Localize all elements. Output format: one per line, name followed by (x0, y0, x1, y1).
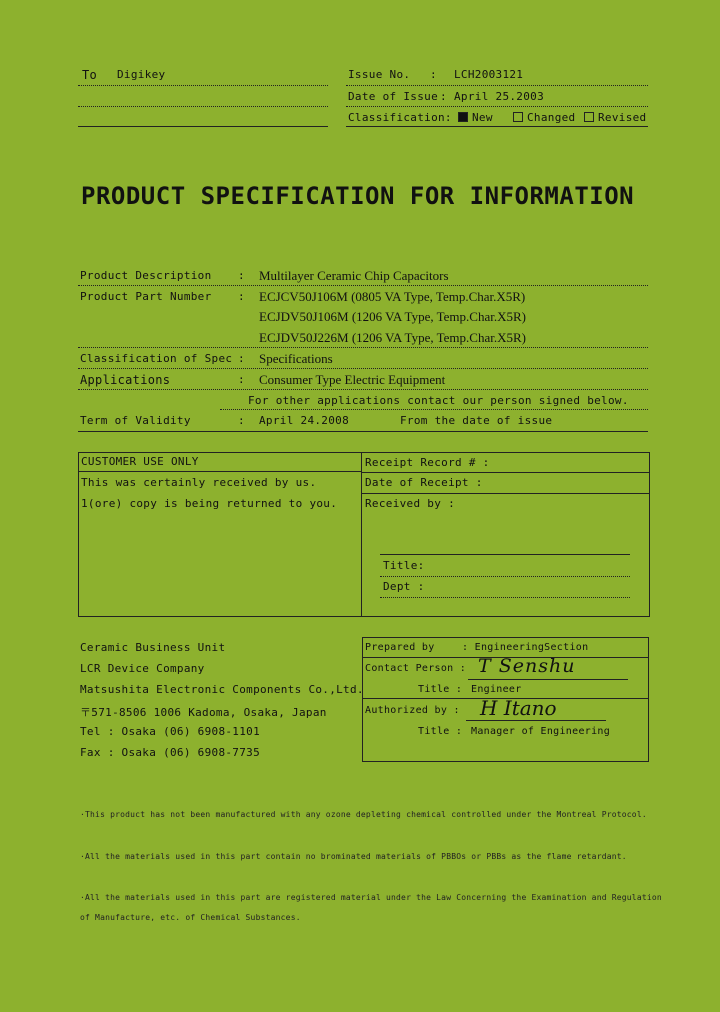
date-colon: : (440, 90, 447, 103)
classification-label: Classification: (348, 111, 452, 124)
customer-line-2: 1(ore) copy is being returned to you. (81, 497, 338, 510)
classification-spec-value: Specifications (259, 351, 333, 366)
colon: : (238, 352, 245, 365)
classification-spec-label: Classification of Spec (80, 352, 233, 365)
company-line: Tel : Osaka (06) 6908-1101 (80, 725, 260, 738)
colon: : (238, 373, 245, 386)
issue-no-label: Issue No. (348, 68, 411, 81)
note-bromine: ·All the materials used in this part contain no brominated materials of PBBOs or PBBs as the flame retardant. (80, 852, 627, 861)
product-description-label: Product Description (80, 269, 212, 282)
note-ozone: ·This product has not been manufactured with any ozone depleting chemical controlled under the Montreal Protocol. (80, 810, 647, 819)
title-2-label: Title : (418, 726, 463, 737)
applications-note: For other applications contact our person signed below. (248, 394, 629, 407)
validity-value: April 24.2008 (259, 414, 349, 427)
option-changed-label: Changed (527, 111, 576, 124)
applications-value: Consumer Type Electric Equipment (259, 372, 446, 387)
issue-no-value: LCH2003121 (454, 68, 524, 81)
page-title: PRODUCT SPECIFICATION FOR INFORMATION (81, 182, 635, 210)
part-number-3: ECJDV50J226M (1206 VA Type, Temp.Char.X5R) (259, 330, 526, 345)
part-number-2: ECJDV50J106M (1206 VA Type, Temp.Char.X5R) (259, 309, 526, 324)
date-value: April 25.2003 (454, 90, 544, 103)
company-line: LCR Device Company (80, 662, 205, 675)
part-number-1: ECJCV50J106M (0805 VA Type, Temp.Char.X5R) (259, 289, 526, 304)
checkbox-empty-icon (584, 112, 594, 122)
colon: : (238, 414, 245, 427)
colon: : (238, 269, 245, 282)
company-line: Matsushita Electronic Components Co.,Ltd. (80, 683, 364, 696)
validity-label: Term of Validity (80, 414, 191, 427)
applications-label: Applications (80, 373, 171, 387)
validity-suffix: From the date of issue (400, 414, 553, 427)
option-revised-label: Revised (598, 111, 647, 124)
company-line: Ceramic Business Unit (80, 641, 226, 654)
receipt-title-label: Title: (383, 559, 425, 572)
to-label: To (82, 68, 98, 82)
note-registered-cont: of Manufacture, etc. of Chemical Substances. (80, 913, 301, 922)
prepared-by-label: Prepared by (365, 642, 435, 653)
checkbox-empty-icon (513, 112, 523, 122)
option-new-label: New (472, 111, 493, 124)
title-1-label: Title : (418, 684, 463, 695)
contact-person-label: Contact Person : (365, 663, 467, 674)
prepared-by-value: : EngineeringSection (462, 642, 589, 653)
product-description-value: Multilayer Ceramic Chip Capacitors (259, 268, 449, 283)
date-of-receipt-label: Date of Receipt : (365, 476, 483, 489)
company-line: Fax : Osaka (06) 6908-7735 (80, 746, 260, 759)
note-registered: ·All the materials used in this part are registered material under the Law Concerning the Examination and Regulation (80, 893, 662, 902)
date-label: Date of Issue (348, 90, 438, 103)
issue-no-colon: : (430, 68, 437, 81)
colon: : (238, 290, 245, 303)
received-by-label: Received by : (365, 497, 455, 510)
customer-line-1: This was certainly received by us. (81, 476, 317, 489)
to-value: Digikey (117, 68, 166, 81)
receipt-dept-label: Dept : (383, 580, 425, 593)
option-new (458, 111, 493, 124)
contact-signature: T Senshu (478, 655, 576, 677)
authorized-by-label: Authorized by : (365, 705, 460, 716)
customer-use-header: CUSTOMER USE ONLY (81, 455, 199, 468)
option-changed (513, 111, 575, 124)
option-revised (584, 111, 646, 124)
checkbox-checked-icon (458, 112, 468, 122)
company-line: 〒571-8506 1006 Kadoma, Osaka, Japan (80, 706, 327, 719)
title-2-value: Manager of Engineering (471, 726, 611, 737)
receipt-record-label: Receipt Record # : (365, 456, 490, 469)
title-1-value: Engineer (471, 684, 522, 695)
part-number-label: Product Part Number (80, 290, 212, 303)
authorized-signature: H Itano (480, 696, 557, 720)
